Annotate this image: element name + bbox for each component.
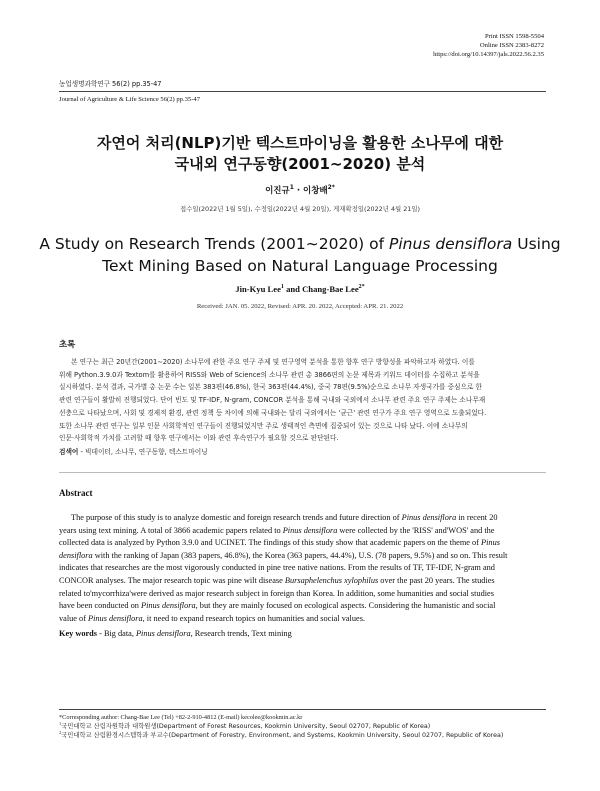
keywords-kr-list: - 빅데이터, 소나무, 연구동향, 텍스트마이닝 [78, 448, 208, 456]
abstract-en-text: years using text mining. A total of 3866 academic papers related to [59, 525, 283, 535]
abstract-en-body [59, 512, 545, 625]
section-divider [59, 472, 546, 473]
authors-en [0, 284, 600, 294]
author-kr-1: 이진규 [265, 186, 290, 196]
species-name: densiflora [59, 550, 93, 560]
author-separator: · [293, 186, 304, 196]
abstract-en-text: with the ranking of Japan (383 papers, 46.8%), the Korea (363 papers, 44.4%), U.S. (78 papers, 9.5%) and so on. This result [92, 550, 508, 560]
abstract-kr-heading: 초록 [59, 339, 76, 349]
abstract-kr-line: 또한 소나무 관련 연구는 일부 인문 사회학적인 연구들이 진행되었지만 주로 생태적인 측면에 집중되어 있는 것으로 나타 났다. 이에 소나무의 [59, 421, 468, 430]
author-en-2: Chang-Bae Lee [302, 284, 359, 294]
abstract-en-line [59, 525, 545, 538]
footnote-affiliation-1 [59, 720, 431, 731]
abstract-kr-line: 본 연구는 최근 20년간(2001∼2020) 소나무에 관한 주요 연구 주제 및 연구영역 분석을 통한 향후 연구 방향성을 파악하고자 하였다. 이를 [71, 358, 475, 366]
author-en-1: Jin-Kyu Lee [235, 284, 281, 294]
abstract-kr-line: 관련 연구들이 활발히 진행되었다. 단어 빈도 및 TF-IDF, N-gram, CONCOR 분석을 통해 국내와 국외에서 소나무 관련 주요 연구 주제는 소나무재 [59, 396, 486, 405]
abstract-kr-line: 선충으로 나타났으며, 사회 및 경제적 환경, 관련 정책 등 차이에 의해 국내와는 달리 국외에서는 '균근' 관련 연구가 주요 연구 영역으로 도출되었다. [59, 408, 487, 417]
species-name: Pinus densiflora [141, 601, 196, 611]
keywords-kr-label: 검색어 [59, 448, 79, 456]
dates-en: Received: JAN. 05. 2022, Revised: APR. 20. 2022, Accepted: APR. 21. 2022 [196, 303, 404, 310]
title-en-species: Pinus densiflora [389, 235, 513, 253]
title-en-line1-post: Using [512, 235, 561, 253]
title-en-line2: Text Mining Based on Natural Language Processing [102, 257, 498, 275]
title-en-line1-pre: A Study on Research Trends (2001∼2020) of [39, 235, 390, 253]
abstract-en-line [59, 512, 545, 525]
authors-kr [0, 184, 600, 196]
abstract-en-line [59, 613, 545, 626]
abstract-en-text: were collected by the 'RISS' and'WOS' and the [337, 525, 495, 535]
abstract-en-line [59, 600, 545, 613]
abstract-en-text: related to'mycorrhiza'were derived as major research subject in foreign than Korea. In addition, some humanities and social studies [59, 588, 494, 598]
abstract-en-text: , it need to expand research topics on humanities and social values. [142, 613, 365, 623]
abstract-en-text: CONCOR analyses. The major research topic was pine wilt disease [59, 575, 285, 585]
keywords-kr [59, 446, 208, 459]
abstract-en-text: , but they are mainly focused on ecological aspects. Considering the humanistic and social [195, 601, 496, 611]
species-name: Pinus densiflora [88, 613, 143, 623]
species-name: Bursaphelenchus xylophilus [284, 575, 379, 585]
dates-kr: 접수일(2022년 1월 5일), 수정일(2022년 4월 20일), 게재확정일(2022년 4월 21일) [179, 205, 421, 213]
abstract-en-line [59, 575, 545, 588]
species-name: Pinus densiflora [282, 525, 338, 535]
abstract-kr-line: 실시하였다. 분석 결과, 국가별 총 논문 수는 일본 383편(46.8%), 한국 363편(44.4%), 중국 78편(9.5%)순으로 소나무 자생국가를 중심으로 한 [59, 383, 483, 392]
abstract-en-heading: Abstract [59, 488, 93, 498]
footnote-1-marker: 1 [59, 720, 62, 726]
author-en-2-affil: 2* [358, 284, 365, 291]
abstract-en-text: over the past 20 years. The studies [378, 575, 495, 585]
footnote-affiliation-2 [59, 729, 504, 740]
abstract-en-line [59, 588, 545, 601]
keywords-en-pre: - Big data, [97, 629, 136, 638]
doi-link[interactable]: https://doi.org/10.14397/jals.2022.56.2.35 [433, 51, 544, 58]
keywords-en [59, 628, 292, 641]
abstract-en-text: in recent 20 [456, 513, 498, 522]
title-kr-line1: 자연어 처리(NLP)기반 텍스트마이닝을 활용한 소나무에 대한 [96, 134, 504, 152]
abstract-en-text: The purpose of this study is to analyze domestic and foreign research trends and future direction of [71, 513, 402, 522]
abstract-en-text: value of [59, 613, 89, 623]
footnote-2-text: 국민대학교 산림환경시스템학과 부교수(Department of Forestry, Environment, and Systems, Kookmin University, Seoul 02707, Republic of Korea) [61, 732, 504, 739]
journal-name-kr: 농업생명과학연구 56(2) pp.35-47 [59, 80, 162, 88]
journal-name-en: Journal of Agriculture & Life Science 56(2) pp.35-47 [59, 96, 200, 103]
author-kr-1-affil: 1 [289, 184, 294, 192]
author-en-1-affil: 1 [280, 284, 284, 291]
print-issn: Print ISSN 1598-5504 [485, 33, 544, 40]
abstract-kr-body [59, 356, 545, 445]
footnote-rule [59, 709, 546, 710]
footnote-2-marker: 2 [59, 729, 62, 735]
online-issn: Online ISSN 2383-8272 [479, 42, 544, 49]
author-kr-2-affil: 2* [327, 184, 335, 192]
title-en-line1 [0, 235, 600, 253]
species-name: Pinus densiflora [401, 513, 457, 522]
abstract-en-text: have been conducted on [59, 601, 142, 611]
title-kr-line2: 국내외 연구동향(2001∼2020) 분석 [174, 155, 426, 173]
footnote-corresponding: *Corresponding author: Chang-Bae Lee (Tel) +82-2-910-4812 (E-mail) kecolee@kookmin.ac.kr [59, 714, 303, 721]
abstract-en-text: indicates that researches are the most vigorously conducted in pine tree native nations. From the results of TF, TF-IDF, N-gram and [59, 563, 495, 573]
keywords-en-label: Key words [59, 629, 98, 638]
abstract-en-text: collected data is analyzed by Python 3.9.0 and UCINET. The findings of this study show that academic papers on the theme of [59, 538, 482, 548]
footnote-1-text: 국민대학교 산림자원학과 대학원생(Department of Forest Resources, Kookmin University, Seoul 02707, Republic of Korea) [61, 723, 431, 730]
header-rule [59, 91, 546, 92]
keywords-en-post: , Research trends, Text mining [190, 629, 292, 638]
species-name: Pinus [481, 538, 500, 548]
keywords-en-species: Pinus densiflora [135, 629, 191, 638]
abstract-en-line [59, 550, 545, 563]
abstract-en-line [59, 562, 545, 575]
author-and: and [283, 284, 303, 294]
abstract-kr-line: 인문·사회학적 가치를 고려할 때 향후 연구에서는 이와 관련 후속연구가 필요할 것으로 판단된다. [59, 434, 339, 443]
abstract-kr-line: 위해 Python.3.9.0과 Textom를 활용하여 RISS와 Web of Science의 소나무 관련 총 3866편의 논문 제목과 키워드 데이터를 수집하고 분석을 [59, 370, 480, 379]
author-kr-2: 이창배 [303, 186, 328, 196]
abstract-en-line [59, 537, 545, 550]
